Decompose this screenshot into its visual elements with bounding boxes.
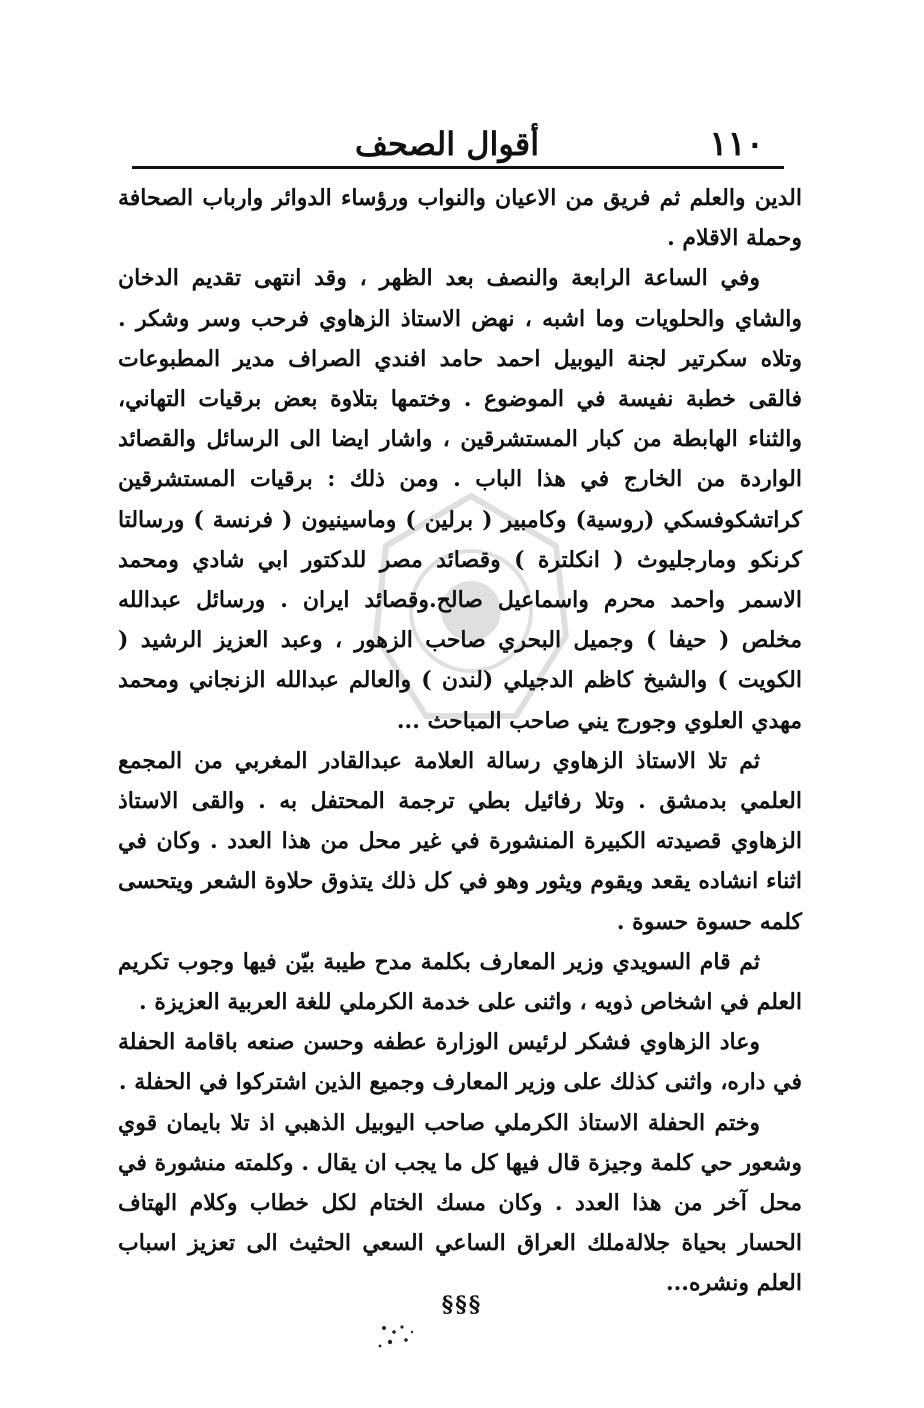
page-number: ١١٠ [709,124,764,164]
running-title: أقوال الصحف [354,125,540,163]
paragraph: وفي الساعة الرابعة والنصف بعد الظهر ، وقد انتهى تقديم الدخان والشاي والحلويات وما اشبه ، نهض الاستاذ الزهاوي فرحب وسر وشكر . وتلاه سكرتير لجنة اليوبيل احمد حامد افندي الصراف مدير المطبوعات فالقى خطبة نفيسة في الموضوع . وختمها بتلاوة بعض برقيات التهاني، والثناء الهابطة من كبار المستشرقين ، واشار ايضا الى الرسائل والقصائد الواردة من الخارج في هذا الباب . ومن ذلك : برقيات المستشرقين كراتشكوفسكي (روسية) وكامبير ( برلين ) وماسينيون ( فرنسة ) ورسالتا كرنكو ومارجليوث ( انكلترة ) وقصائد مصر للدكتور ابي شادي ومحمد الاسمر واحمد محرم واسماعيل صالح.وقصائد ايران . ورسائل عبدالله مخلص ( حيفا ) وجميل البحري صاحب الزهور ، وعبد العزيز الرشيد ( الكويت ) والشيخ كاظم الدجيلي (لندن ) والعالم عبدالله الزنجاني ومحمد مهدي العلوي وجورج يني صاحب المباحث ... [118,265,802,734]
paragraph: ثم قام السويدي وزير المعارف بكلمة مدح طيبة بيّن فيها وجوب تكريم العلم في اشخاص ذويه ، واثنى على خدمة الكرملي للغة العربية العزيزة . [118,948,802,1016]
article-body [118,178,802,1304]
header-rule [132,166,784,169]
paragraph: ثم تلا الاستاذ الزهاوي رسالة العلامة عبدالقادر المغربي من المجمع العلمي بدمشق . وتلا رفائيل بطي ترجمة المحتفل به . والقى الاستاذ الزهاوي قصيدته الكبيرة المنشورة في غير محل من هذا العدد . وكان في اثناء انشاده يقعد ويقوم ويثور وهو في كل ذلك يتذوق حلاوة الشعر ويتحسى كلمه حسوة حسوة . [118,747,802,935]
paragraph: وعاد الزهاوي فشكر لرئيس الوزارة عطفه وحسن صنعه باقامة الحفلة في داره، واثنى كذلك على وزير المعارف وجميع الذين اشتركوا في الحفلة . [118,1029,802,1096]
folio-smudge [372,1318,422,1354]
paragraph-continuation: الدين والعلم ثم فريق من الاعيان والنواب ورؤساء الدوائر وارباب الصحافة وحملة الاقلام . [118,185,802,252]
section-end-ornament: §§§ [441,1292,483,1318]
running-head [130,118,784,168]
paragraph: وختم الحفلة الاستاذ الكرملي صاحب اليوبيل الذهبي اذ تلا بايمان قوي وشعور حي كلمة وجيزة قال فيها كل ما يجب ان يقال . وكلمته منشورة في محل آخر من هذا العدد . وكان مسك الختام لكل خطاب وكلام الهتاف الحسار بحياة جلالةملك العراق الساعي السعي الحثيث الى تعزيز اسباب العلم ونشره... [118,1109,802,1297]
